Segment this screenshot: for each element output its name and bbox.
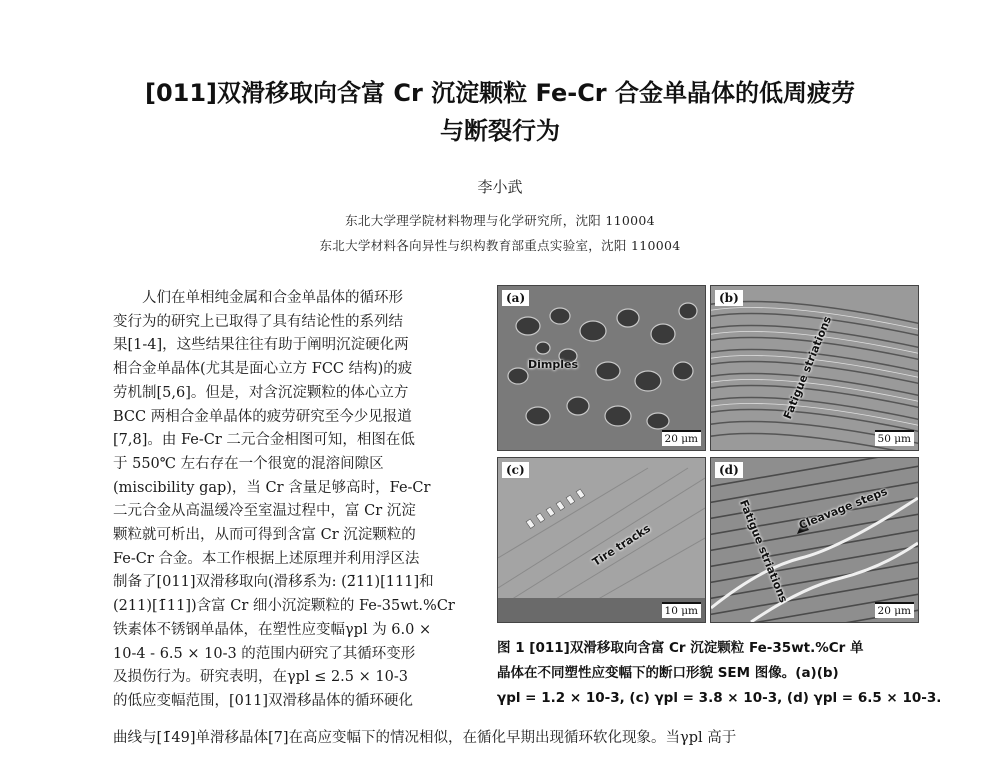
panel-d <box>710 457 919 623</box>
caption-line: 晶体在不同塑性应变幅下的断口形貌 SEM 图像。(a)(b) <box>497 665 839 681</box>
body-line: 二元合金从高温缓冷至室温过程中，富 Cr 沉淀 <box>113 503 416 520</box>
body-line: (211)[1̄11])含富 Cr 细小沉淀颗粒的 Fe-35wt.%Cr <box>113 598 455 615</box>
panel-a <box>497 285 706 451</box>
annotation-tire-tracks: Tire tracks <box>590 521 653 569</box>
affiliation-2: 东北大学材料各向异性与织构教育部重点实验室，沈阳 110004 <box>319 238 681 253</box>
title-line-1: [011]双滑移取向含富 Cr 沉淀颗粒 Fe-Cr 合金单晶体的低周疲劳 <box>144 79 855 107</box>
sem-image-b <box>711 286 918 450</box>
body-line: 人们在单相纯金属和合金单晶体的循环形 <box>142 290 403 306</box>
panel-b <box>710 285 919 451</box>
scale-bar: 10 μm <box>662 602 701 618</box>
body-line: 及损伤行为。研究表明，在γpl ≤ 2.5 × 10-3 <box>113 669 408 686</box>
annotation-fatigue-striations: Fatigue striations <box>781 314 835 421</box>
sem-figure <box>497 285 920 625</box>
caption-line: γpl = 1.2 × 10-3, (c) γpl = 3.8 × 10-3, (d) γpl = 6.5 × 10-3. <box>497 690 942 706</box>
annotation-fatigue-striations: Fatigue striations <box>736 498 791 605</box>
body-text <box>113 287 485 714</box>
body-line: Fe-Cr 合金。本工作根据上述原理并利用浮区法 <box>113 550 420 567</box>
caption-line: 图 1 [011]双滑移取向含富 Cr 沉淀颗粒 Fe-35wt.%Cr 单 <box>497 640 864 656</box>
affiliation-1: 东北大学理学院材料物理与化学研究所，沈阳 110004 <box>345 213 655 228</box>
figure-caption <box>497 636 942 711</box>
body-line: 果[1-4]，这些结果往往有助于阐明沉淀硬化两 <box>113 337 409 354</box>
body-line: [7,8]。由 Fe-Cr 二元合金相图可知，相图在低 <box>113 432 415 449</box>
sem-image-c <box>498 458 705 622</box>
panel-label: (d) <box>715 462 743 478</box>
annotation-dimples: Dimples <box>528 358 579 371</box>
body-line: 颗粒就可析出，从而可得到含富 Cr 沉淀颗粒的 <box>113 527 416 544</box>
body-line: 的低应变幅范围，[011]双滑移晶体的循环硬化 <box>113 692 413 709</box>
sem-image-d <box>711 458 918 622</box>
body-line: 铁素体不锈钢单晶体，在塑性应变幅γpl 为 6.0 × <box>113 621 432 638</box>
body-line: 相合金单晶体(尤其是面心立方 FCC 结构)的疲 <box>113 361 413 378</box>
panel-label: (a) <box>502 290 529 306</box>
panel-label: (c) <box>502 462 529 478</box>
body-line: 制备了[011]双滑移取向(滑移系为: (2̄11)[111]和 <box>113 574 434 591</box>
title-line-2: 与断裂行为 <box>440 117 560 145</box>
scale-bar: 20 μm <box>662 430 701 446</box>
body-tail-line: 曲线与[1̄49]单滑移晶体[7]在高应变幅下的情况相似，在循化早期出现循环软化现象。当γpl 高于 <box>113 730 737 746</box>
body-line: 10-4 - 6.5 × 10-3 的范围内研究了其循环变形 <box>113 645 416 662</box>
scale-bar: 20 μm <box>875 602 914 618</box>
body-line: 于 550℃ 左右存在一个很宽的混溶间隙区 <box>113 455 384 472</box>
author-name: 李小武 <box>477 178 523 196</box>
body-line: (miscibility gap)，当 Cr 含量足够高时，Fe-Cr <box>113 479 431 496</box>
body-line: 劳机制[5,6]。但是，对含沉淀颗粒的体心立方 <box>113 384 409 401</box>
body-line: BCC 两相合金单晶体的疲劳研究至今少见报道 <box>113 408 412 425</box>
panel-c <box>497 457 706 623</box>
annotation-cleavage-steps: Cleavage steps <box>797 484 890 533</box>
paper-title <box>60 74 940 150</box>
body-line: 变行为的研究上已取得了具有结论性的系列结 <box>113 313 403 330</box>
scale-bar: 50 μm <box>875 430 914 446</box>
panel-label: (b) <box>715 290 743 306</box>
